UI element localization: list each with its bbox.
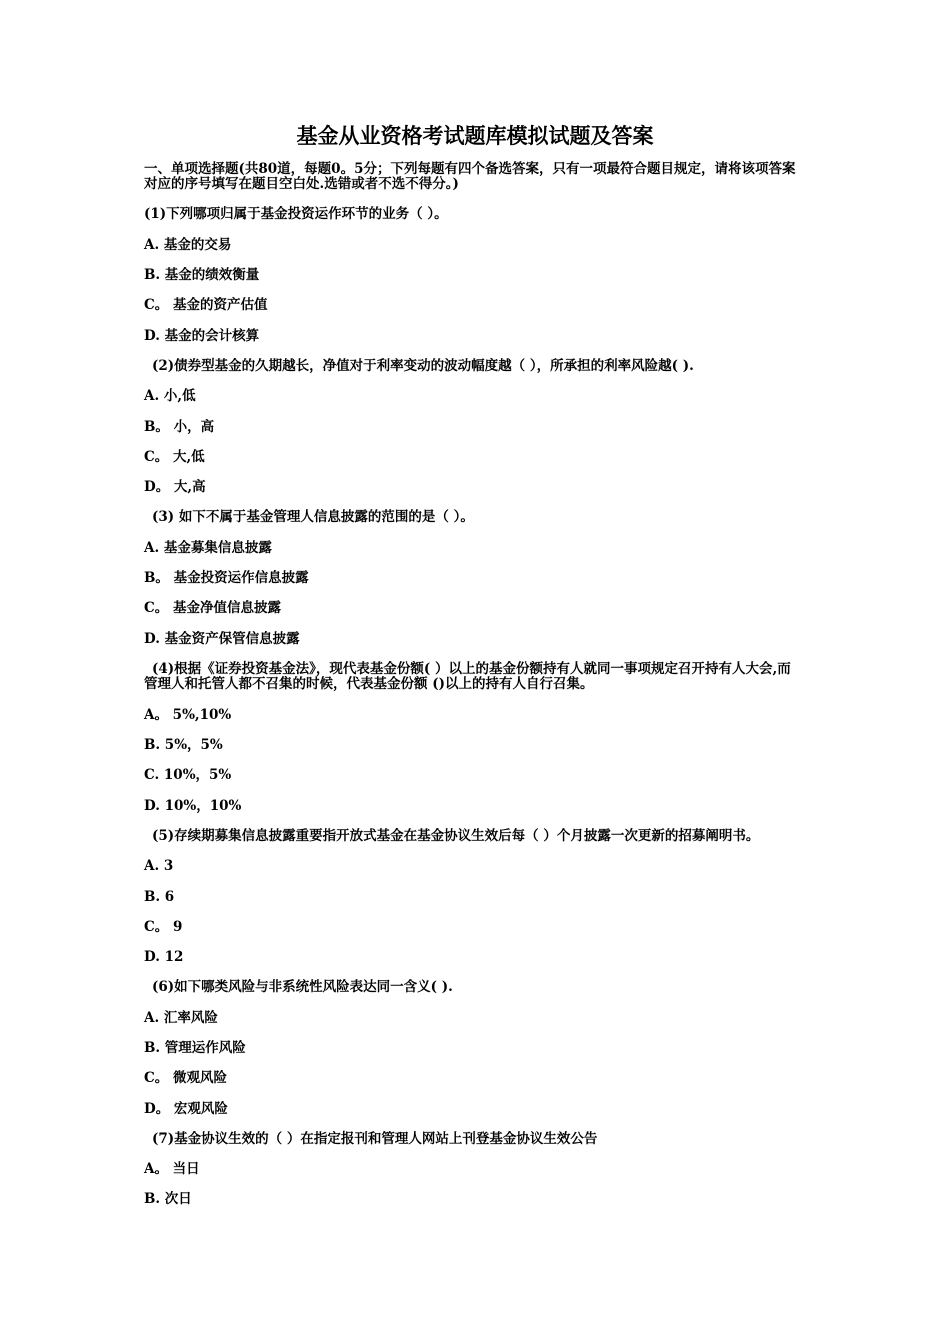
option: A. 基金的交易 xyxy=(144,237,232,253)
option: C。 大,低 xyxy=(144,449,205,465)
option: A. 基金募集信息披露 xyxy=(144,540,272,556)
question-stem: (3) 如下不属于基金管理人信息披露的范围的是（ ）。 xyxy=(152,509,474,525)
document-title: 基金从业资格考试题库模拟试题及答案 xyxy=(296,123,654,148)
option: D。 大,高 xyxy=(144,479,206,495)
question-stem: (4)根据《证券投资基金法》，现代表基金份额( ）以上的基金份额持有人就同一事项规定召开持有人大会,而管理人和托管人都不召集的时候，代表基金份额 ()以上的持有人自行召集。 xyxy=(144,661,791,692)
option: A。 5%,10% xyxy=(144,707,232,723)
option: C。 基金的资产估值 xyxy=(144,297,268,313)
option: B. 管理运作风险 xyxy=(144,1040,246,1056)
option: B。 小，高 xyxy=(144,419,215,435)
question-stem: (7)基金协议生效的（ ）在指定报刊和管理人网站上刊登基金协议生效公告 xyxy=(152,1131,598,1147)
option: A. 小,低 xyxy=(144,388,196,404)
option: C。 微观风险 xyxy=(144,1070,227,1086)
question-stem: (2)债券型基金的久期越长，净值对于利率变动的波动幅度越（ ），所承担的利率风险越( ). xyxy=(152,358,694,374)
option: A. 汇率风险 xyxy=(144,1010,218,1026)
option: C. 10%，5% xyxy=(144,767,232,783)
option: B. 次日 xyxy=(144,1191,192,1207)
option: D。 宏观风险 xyxy=(144,1101,228,1117)
option: B. 5%，5% xyxy=(144,737,223,753)
section-intro: 一、单项选择题(共80道，每题0。5分；下列每题有四个备选答案，只有一项最符合题目规定，请将该项答案对应的序号填写在题目空白处.选错或者不选不得分。) xyxy=(144,161,796,192)
option: C。 9 xyxy=(144,919,183,935)
question-stem: (1)下列哪项归属于基金投资运作环节的业务（ ）。 xyxy=(144,206,448,222)
option: A。 当日 xyxy=(144,1161,200,1177)
option: D. 10%，10% xyxy=(144,798,242,814)
question-stem: (6)如下哪类风险与非系统性风险表达同一含义( ). xyxy=(152,979,453,995)
option: C。 基金净值信息披露 xyxy=(144,600,281,616)
option: D. 12 xyxy=(144,949,184,965)
question-stem: (5)存续期募集信息披露重要指开放式基金在基金协议生效后每（ ）个月披露一次更新的招募阐明书。 xyxy=(152,828,760,844)
option: B. 6 xyxy=(144,889,175,905)
option: B。 基金投资运作信息披露 xyxy=(144,570,309,586)
option: A. 3 xyxy=(144,858,174,874)
option: B. 基金的绩效衡量 xyxy=(144,267,260,283)
option: D. 基金资产保管信息披露 xyxy=(144,631,300,647)
option: D. 基金的会计核算 xyxy=(144,328,260,344)
